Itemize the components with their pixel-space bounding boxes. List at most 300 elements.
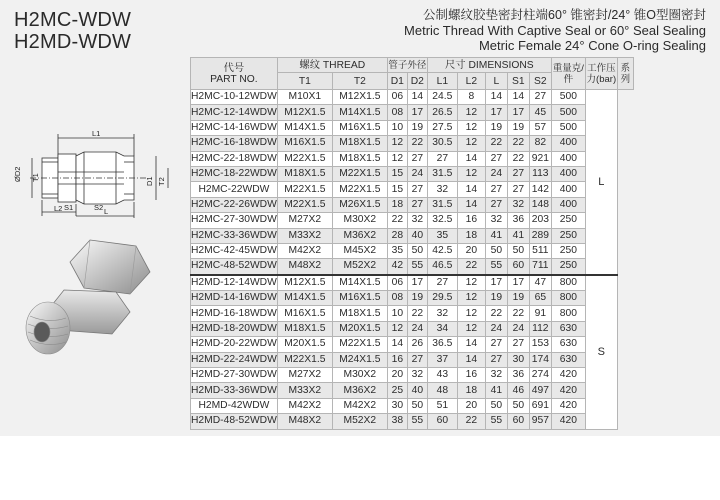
cell-d1: 35 <box>387 243 407 258</box>
cell-d2: 27 <box>407 352 427 367</box>
header-d2: D2 <box>407 73 427 90</box>
cell-s1: 22 <box>507 151 529 166</box>
cell-thread-t2: M18X1.5 <box>332 306 387 321</box>
cell-l1: 32 <box>427 306 457 321</box>
cell-s2: 82 <box>529 136 551 151</box>
cell-thread-t2: M16X1.5 <box>332 291 387 306</box>
cell-weight: 400 <box>551 136 585 151</box>
cell-weight: 800 <box>551 275 585 291</box>
cell-l: 24 <box>485 166 507 181</box>
cell-l: 22 <box>485 136 507 151</box>
cell-d1: 16 <box>387 352 407 367</box>
cell-l: 55 <box>485 259 507 275</box>
cell-d2: 22 <box>407 306 427 321</box>
cell-d2: 50 <box>407 243 427 258</box>
cell-l1: 46.5 <box>427 259 457 275</box>
table-row <box>191 275 634 291</box>
header-l2: L2 <box>457 73 485 90</box>
cell-thread-t2: M30X2 <box>332 213 387 228</box>
table-row <box>191 291 634 306</box>
header-s2: S2 <box>529 73 551 90</box>
cell-weight: 500 <box>551 105 585 120</box>
cell-s1: 32 <box>507 197 529 212</box>
cell-thread-t1: M48X2 <box>277 414 332 429</box>
cell-s2: 142 <box>529 182 551 197</box>
label-s2: S2 <box>94 203 104 212</box>
table-row <box>191 213 634 228</box>
cell-s1: 27 <box>507 337 529 352</box>
table-row <box>191 368 634 383</box>
cell-l1: 43 <box>427 368 457 383</box>
cell-l: 41 <box>485 383 507 398</box>
cell-l: 17 <box>485 105 507 120</box>
title-english-line2: Metric Female 24° Cone O-ring Sealing <box>478 38 706 53</box>
cell-thread-t2: M45X2 <box>332 243 387 258</box>
cell-thread-t1: M14X1.5 <box>277 291 332 306</box>
cell-s2: 203 <box>529 213 551 228</box>
cell-s2: 274 <box>529 368 551 383</box>
cell-thread-t1: M12X1.5 <box>277 105 332 120</box>
cell-d1: 06 <box>387 275 407 291</box>
cell-thread-t1: M42X2 <box>277 398 332 413</box>
cell-d1: 42 <box>387 259 407 275</box>
cell-s2: 57 <box>529 120 551 135</box>
cell-d2: 19 <box>407 291 427 306</box>
header-part-en: PART NO. <box>210 73 258 85</box>
cell-l2: 18 <box>457 228 485 243</box>
table-row <box>191 414 634 429</box>
cell-d1: 08 <box>387 105 407 120</box>
table-row <box>191 197 634 212</box>
table-row <box>191 306 634 321</box>
header-l1: L1 <box>427 73 457 90</box>
cell-s2: 112 <box>529 321 551 336</box>
cell-l2: 18 <box>457 383 485 398</box>
cell-l2: 14 <box>457 151 485 166</box>
cell-s1: 41 <box>507 228 529 243</box>
cell-l: 32 <box>485 213 507 228</box>
cell-d1: 12 <box>387 321 407 336</box>
cell-d2: 32 <box>407 368 427 383</box>
cell-thread-t1: M48X2 <box>277 259 332 275</box>
cell-s1: 22 <box>507 136 529 151</box>
cell-l: 32 <box>485 368 507 383</box>
cell-thread-t2: M52X2 <box>332 259 387 275</box>
cell-l2: 16 <box>457 368 485 383</box>
cell-part-no: H2MC-22-26WDW <box>191 197 278 212</box>
cell-d2: 55 <box>407 414 427 429</box>
cell-weight: 420 <box>551 414 585 429</box>
cell-part-no: H2MD-48-52WDW <box>191 414 278 429</box>
cell-thread-t1: M22X1.5 <box>277 197 332 212</box>
cell-d1: 22 <box>387 213 407 228</box>
cell-s1: 60 <box>507 259 529 275</box>
cell-weight: 420 <box>551 368 585 383</box>
cell-part-no: H2MC-27-30WDW <box>191 213 278 228</box>
cell-s1: 19 <box>507 120 529 135</box>
cell-thread-t2: M52X2 <box>332 414 387 429</box>
cell-weight: 420 <box>551 398 585 413</box>
cell-l1: 26.5 <box>427 105 457 120</box>
cell-s1: 30 <box>507 352 529 367</box>
table-row <box>191 166 634 181</box>
cell-weight: 400 <box>551 151 585 166</box>
table-row <box>191 105 634 120</box>
cell-weight: 630 <box>551 321 585 336</box>
cell-thread-t1: M18X1.5 <box>277 166 332 181</box>
header-tube-od: 管子外径 <box>388 59 427 71</box>
header-weight: 重量克/件 <box>551 58 585 90</box>
cell-thread-t2: M22X1.5 <box>332 166 387 181</box>
series-l-label: L <box>585 90 617 275</box>
table-row <box>191 228 634 243</box>
cell-s2: 65 <box>529 291 551 306</box>
technical-drawing <box>6 128 182 220</box>
cell-l2: 12 <box>457 136 485 151</box>
cell-d1: 10 <box>387 120 407 135</box>
specification-rows <box>191 90 634 430</box>
cell-d2: 17 <box>407 105 427 120</box>
cell-l: 50 <box>485 398 507 413</box>
cell-l1: 60 <box>427 414 457 429</box>
header-thread: 螺纹 THREAD <box>277 58 387 73</box>
cell-s2: 957 <box>529 414 551 429</box>
table-row <box>191 90 634 105</box>
cell-weight: 250 <box>551 259 585 275</box>
cell-l: 50 <box>485 243 507 258</box>
cell-thread-t1: M42X2 <box>277 243 332 258</box>
model-code-h2md: H2MD-WDW <box>14 31 132 53</box>
cell-s1: 50 <box>507 243 529 258</box>
cell-l1: 24.5 <box>427 90 457 105</box>
series-s-label: S <box>585 275 617 429</box>
cell-part-no: H2MD-20-22WDW <box>191 337 278 352</box>
cell-d2: 26 <box>407 337 427 352</box>
cell-d1: 06 <box>387 90 407 105</box>
cell-thread-t1: M22X1.5 <box>277 352 332 367</box>
cell-thread-t1: M14X1.5 <box>277 120 332 135</box>
header-series: 系列 <box>617 58 633 90</box>
cell-thread-t1: M33X2 <box>277 383 332 398</box>
cell-d1: 18 <box>387 197 407 212</box>
cell-s1: 36 <box>507 368 529 383</box>
cell-s2: 27 <box>529 90 551 105</box>
cell-weight: 250 <box>551 228 585 243</box>
cell-l1: 37 <box>427 352 457 367</box>
cell-weight: 400 <box>551 166 585 181</box>
cell-d2: 27 <box>407 182 427 197</box>
cell-d2: 22 <box>407 136 427 151</box>
header-pressure: 工作压力(bar) <box>585 58 617 90</box>
cell-s1: 50 <box>507 398 529 413</box>
table-row <box>191 243 634 258</box>
cell-l2: 14 <box>457 197 485 212</box>
cell-l: 41 <box>485 228 507 243</box>
cell-thread-t2: M12X1.5 <box>332 90 387 105</box>
cell-thread-t2: M24X1.5 <box>332 352 387 367</box>
header-d1: D1 <box>387 73 407 90</box>
cell-weight: 250 <box>551 213 585 228</box>
cell-l: 19 <box>485 291 507 306</box>
header-t1: T1 <box>277 73 332 90</box>
model-code-h2mc: H2MC-WDW <box>14 9 132 31</box>
cell-thread-t2: M26X1.5 <box>332 197 387 212</box>
cell-d1: 25 <box>387 383 407 398</box>
cell-thread-t2: M18X1.5 <box>332 136 387 151</box>
cell-thread-t2: M20X1.5 <box>332 321 387 336</box>
fitting-photo <box>12 232 172 362</box>
cell-part-no: H2MD-42WDW <box>191 398 278 413</box>
cell-s2: 174 <box>529 352 551 367</box>
cell-s1: 17 <box>507 275 529 291</box>
cell-l1: 27.5 <box>427 120 457 135</box>
cell-thread-t2: M36X2 <box>332 383 387 398</box>
cell-s1: 19 <box>507 291 529 306</box>
cell-part-no: H2MD-22-24WDW <box>191 352 278 367</box>
cell-weight: 500 <box>551 90 585 105</box>
cell-l: 22 <box>485 306 507 321</box>
cell-thread-t2: M42X2 <box>332 398 387 413</box>
cell-s1: 46 <box>507 383 529 398</box>
label-d2: ØD2 <box>13 166 22 182</box>
cell-d2: 27 <box>407 151 427 166</box>
cell-l2: 12 <box>457 321 485 336</box>
cell-l2: 8 <box>457 90 485 105</box>
cell-l2: 14 <box>457 337 485 352</box>
cell-d1: 20 <box>387 368 407 383</box>
cell-l2: 20 <box>457 243 485 258</box>
table-row <box>191 383 634 398</box>
title-english-line1: Metric Thread With Captive Seal or 60° Seal Sealing <box>404 23 706 38</box>
cell-s1: 14 <box>507 90 529 105</box>
table-row <box>191 398 634 413</box>
specification-table <box>190 57 634 430</box>
cell-weight: 400 <box>551 197 585 212</box>
cell-thread-t2: M22X1.5 <box>332 337 387 352</box>
cell-thread-t1: M22X1.5 <box>277 151 332 166</box>
cell-thread-t2: M30X2 <box>332 368 387 383</box>
cell-s1: 27 <box>507 166 529 181</box>
cell-d2: 19 <box>407 120 427 135</box>
cell-l: 55 <box>485 414 507 429</box>
cell-thread-t1: M18X1.5 <box>277 321 332 336</box>
cell-l1: 42.5 <box>427 243 457 258</box>
title-chinese: 公制螺纹胶垫密封柱端60° 锥密封/24° 锥O型圈密封 <box>423 8 706 22</box>
cell-thread-t2: M18X1.5 <box>332 151 387 166</box>
cell-part-no: H2MD-33-36WDW <box>191 383 278 398</box>
cell-s2: 113 <box>529 166 551 181</box>
cell-d1: 14 <box>387 337 407 352</box>
cell-s2: 148 <box>529 197 551 212</box>
cell-part-no: H2MD-16-18WDW <box>191 306 278 321</box>
cell-l2: 14 <box>457 352 485 367</box>
cell-s2: 921 <box>529 151 551 166</box>
cell-s2: 497 <box>529 383 551 398</box>
cell-d2: 27 <box>407 197 427 212</box>
label-d1: D1 <box>145 176 154 186</box>
cell-weight: 800 <box>551 291 585 306</box>
cell-d2: 40 <box>407 228 427 243</box>
cell-part-no: H2MC-33-36WDW <box>191 228 278 243</box>
cell-d1: 28 <box>387 228 407 243</box>
cell-l1: 31.5 <box>427 197 457 212</box>
cell-l2: 12 <box>457 291 485 306</box>
cell-d1: 15 <box>387 166 407 181</box>
cell-s2: 691 <box>529 398 551 413</box>
cell-l: 14 <box>485 90 507 105</box>
cell-thread-t1: M16X1.5 <box>277 306 332 321</box>
label-l: L <box>104 207 109 216</box>
cell-l1: 27 <box>427 275 457 291</box>
cell-s1: 17 <box>507 105 529 120</box>
table-row <box>191 151 634 166</box>
cell-part-no: H2MC-42-45WDW <box>191 243 278 258</box>
cell-d1: 10 <box>387 306 407 321</box>
cell-l: 27 <box>485 197 507 212</box>
header-s1: S1 <box>507 73 529 90</box>
cell-weight: 250 <box>551 243 585 258</box>
cell-thread-t2: M14X1.5 <box>332 105 387 120</box>
cell-thread-t2: M36X2 <box>332 228 387 243</box>
header-t2: T2 <box>332 73 387 90</box>
table-row <box>191 352 634 367</box>
cell-weight: 800 <box>551 306 585 321</box>
cell-s1: 27 <box>507 182 529 197</box>
header-part-cn: 代号 <box>223 62 245 74</box>
table-row <box>191 321 634 336</box>
cell-s2: 511 <box>529 243 551 258</box>
label-l2: L2 <box>54 204 63 213</box>
cell-d2: 32 <box>407 213 427 228</box>
cell-l: 27 <box>485 352 507 367</box>
cell-d2: 40 <box>407 383 427 398</box>
cell-thread-t1: M33X2 <box>277 228 332 243</box>
cell-l2: 12 <box>457 306 485 321</box>
cell-l1: 31.5 <box>427 166 457 181</box>
table-row <box>191 337 634 352</box>
cell-l1: 51 <box>427 398 457 413</box>
label-s1: S1 <box>64 203 74 212</box>
cell-l1: 27 <box>427 151 457 166</box>
cell-d2: 55 <box>407 259 427 275</box>
header-l: L <box>485 73 507 90</box>
cell-l2: 16 <box>457 213 485 228</box>
cell-s1: 36 <box>507 213 529 228</box>
cell-l: 27 <box>485 182 507 197</box>
table-row <box>191 182 634 197</box>
cell-d1: 30 <box>387 398 407 413</box>
cell-part-no: H2MC-10-12WDW <box>191 90 278 105</box>
cell-weight: 500 <box>551 120 585 135</box>
cell-l1: 36.5 <box>427 337 457 352</box>
cell-l2: 20 <box>457 398 485 413</box>
label-t2: T2 <box>157 177 166 186</box>
cell-thread-t1: M12X1.5 <box>277 275 332 291</box>
cell-l: 24 <box>485 321 507 336</box>
cell-s2: 47 <box>529 275 551 291</box>
cell-d1: 08 <box>387 291 407 306</box>
cell-d2: 50 <box>407 398 427 413</box>
cell-part-no: H2MC-48-52WDW <box>191 259 278 275</box>
cell-part-no: H2MC-12-14WDW <box>191 105 278 120</box>
cell-l1: 48 <box>427 383 457 398</box>
header-part-no <box>191 58 278 90</box>
cell-s2: 91 <box>529 306 551 321</box>
cell-l2: 12 <box>457 105 485 120</box>
cell-l: 27 <box>485 151 507 166</box>
cell-weight: 420 <box>551 383 585 398</box>
cell-weight: 400 <box>551 182 585 197</box>
cell-d1: 15 <box>387 182 407 197</box>
cell-l1: 32.5 <box>427 213 457 228</box>
label-l1: L1 <box>92 129 101 138</box>
cell-l: 17 <box>485 275 507 291</box>
cell-l: 19 <box>485 120 507 135</box>
table-row <box>191 136 634 151</box>
cell-l2: 12 <box>457 166 485 181</box>
cell-part-no: H2MD-18-20WDW <box>191 321 278 336</box>
cell-d1: 12 <box>387 136 407 151</box>
cell-part-no: H2MD-27-30WDW <box>191 368 278 383</box>
cell-l2: 22 <box>457 259 485 275</box>
header-dimensions: 尺寸 DIMENSIONS <box>427 58 551 73</box>
cell-s1: 60 <box>507 414 529 429</box>
cell-thread-t2: M16X1.5 <box>332 120 387 135</box>
cell-l1: 29.5 <box>427 291 457 306</box>
cell-d1: 38 <box>387 414 407 429</box>
cell-l1: 35 <box>427 228 457 243</box>
cell-thread-t1: M22X1.5 <box>277 182 332 197</box>
cell-l2: 12 <box>457 275 485 291</box>
cell-s1: 22 <box>507 306 529 321</box>
cell-s2: 45 <box>529 105 551 120</box>
cell-l1: 30.5 <box>427 136 457 151</box>
cell-part-no: H2MC-14-16WDW <box>191 120 278 135</box>
cell-thread-t2: M14X1.5 <box>332 275 387 291</box>
cell-s2: 711 <box>529 259 551 275</box>
cell-l1: 32 <box>427 182 457 197</box>
cell-d2: 24 <box>407 321 427 336</box>
cell-part-no: H2MC-22-18WDW <box>191 151 278 166</box>
cell-weight: 630 <box>551 352 585 367</box>
cell-d2: 17 <box>407 275 427 291</box>
cell-part-no: H2MD-14-16WDW <box>191 291 278 306</box>
cell-thread-t1: M16X1.5 <box>277 136 332 151</box>
cell-d2: 14 <box>407 90 427 105</box>
cell-part-no: H2MC-18-22WDW <box>191 166 278 181</box>
cell-l: 27 <box>485 337 507 352</box>
cell-thread-t1: M10X1 <box>277 90 332 105</box>
cell-s1: 24 <box>507 321 529 336</box>
cell-s2: 289 <box>529 228 551 243</box>
cell-part-no: H2MD-12-14WDW <box>191 275 278 291</box>
cell-part-no: H2MC-16-18WDW <box>191 136 278 151</box>
cell-s2: 153 <box>529 337 551 352</box>
table-row <box>191 120 634 135</box>
cell-thread-t1: M27X2 <box>277 368 332 383</box>
cell-l1: 34 <box>427 321 457 336</box>
cell-l2: 22 <box>457 414 485 429</box>
cell-d1: 12 <box>387 151 407 166</box>
cell-part-no: H2MC-22WDW <box>191 182 278 197</box>
cell-d2: 24 <box>407 166 427 181</box>
cell-thread-t2: M22X1.5 <box>332 182 387 197</box>
cell-thread-t1: M20X1.5 <box>277 337 332 352</box>
cell-l2: 14 <box>457 182 485 197</box>
cell-l2: 12 <box>457 120 485 135</box>
cell-thread-t1: M27X2 <box>277 213 332 228</box>
cell-weight: 630 <box>551 337 585 352</box>
